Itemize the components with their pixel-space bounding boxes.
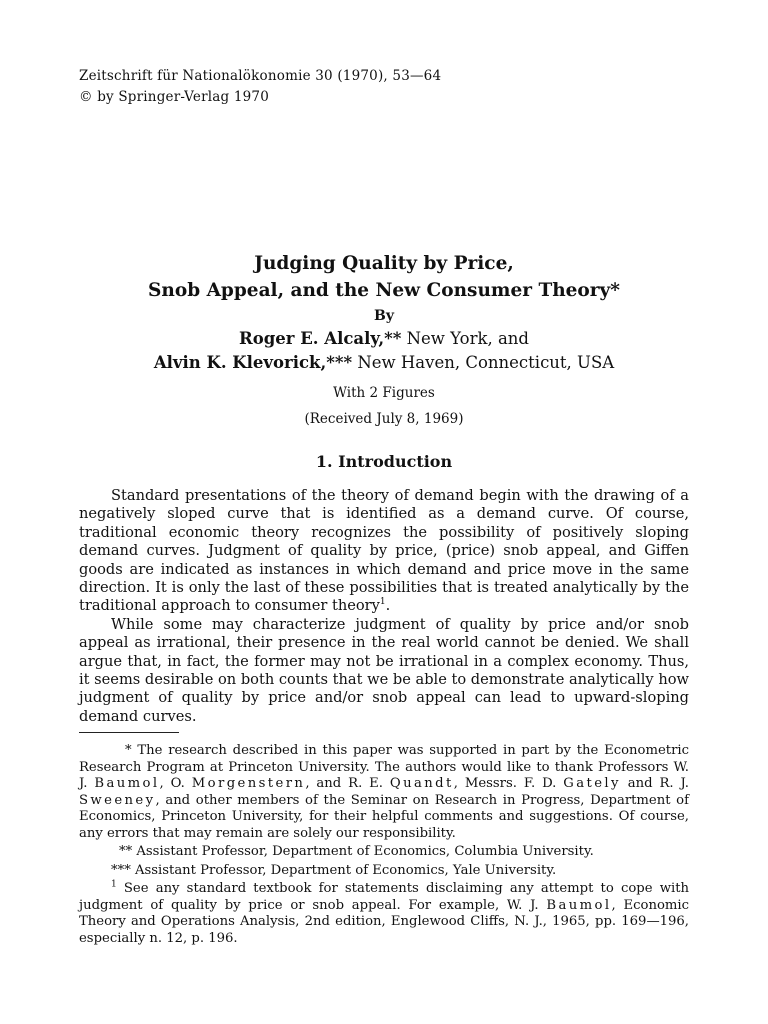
footnote-ref-1: 1 (379, 597, 386, 608)
author-2-name: Alvin K. Klevorick,*** (153, 353, 353, 372)
footnote-1-text-c: , and R. E. (305, 776, 390, 792)
footnote-1-text-f: , and other members of the Seminar on Research in Progress, Department of Economics, Princeton University, for their helpful comments and suggestions. Of course, any errors that may remain are solely our responsibility. (79, 792, 689, 841)
footnote-1 (79, 743, 689, 842)
footnote-4-text-a: See any standard textbook for statements disclaiming any attempt to cope with judgment of quality by price or snob appeal. For example, W. J. (79, 881, 689, 913)
footnote-1-text-d: , Messrs. F. D. (453, 776, 564, 792)
journal-citation: Zeitschrift für Nationalökonomie 30 (1970), 53—64 (79, 68, 442, 84)
footnote-1-morgenstern: Morgenstern (191, 776, 306, 792)
paper-title-line-1: Judging Quality by Price, (254, 253, 514, 274)
footnotes (79, 743, 689, 947)
footnote-1-gately: Gately (563, 776, 621, 792)
paragraph-2: While some may characterize judgment of quality by price and/or snob appeal as irrational, their presence in the real world cannot be denied. We shall argue that, in fact, the former may not be irrational in a complex economy. Thus, it seems desirable on both counts that we be able to demonstrate analytically how judgment of quality by price and/or snob appeal can lead to upward-sloping demand curves. (79, 615, 689, 725)
footnote-1-baumol: Baumol (94, 776, 160, 792)
footnote-4 (79, 881, 689, 947)
author-2 (79, 351, 689, 375)
figure-count: With 2 Figures (333, 385, 435, 401)
page (79, 66, 689, 949)
footnote-4-text-b: , Economic Theory and Operations Analysis, 2nd edition, Englewood Cliffs, N. J., 1965, pp. 169—196, especially n. 12, p. 196. (79, 897, 689, 946)
author-1 (79, 327, 689, 351)
footnote-2: ** Assistant Professor, Department of Economics, Columbia University. (119, 844, 594, 860)
section-heading: 1. Introduction (315, 452, 453, 471)
received-date: (Received July 8, 1969) (304, 411, 464, 427)
body-text (79, 487, 689, 726)
footnote-1-quandt: Quandt (389, 776, 454, 792)
paragraph-1-text: Standard presentations of the theory of demand begin with the drawing of a negatively sloped curve that is identified as a demand curve. Of course, traditional economic theory recognizes the possibility of positively sloping demand curves. Judgment of quality by price, (price) snob appeal, and Giffen goods are indicated as instances in which demand and price move in the same direction. It is only the last of these possibilities that is treated analytically by the traditional approach to consumer theory (79, 487, 689, 615)
journal-header (79, 66, 689, 108)
footnote-4-marker: 1 (111, 879, 117, 890)
footnote-1-text-b: , O. (159, 776, 192, 792)
author-1-location: New York, and (401, 329, 529, 348)
footnote-1-text-e: and R. J. (620, 776, 689, 792)
author-2-location: New Haven, Connecticut, USA (352, 353, 615, 372)
author-1-name: Roger E. Alcaly,** (239, 329, 402, 348)
paper-title-line-2: Snob Appeal, and the New Consumer Theory* (148, 280, 620, 301)
footnote-1-sweeney: Sweeney (79, 792, 156, 808)
by-label: By (374, 308, 394, 324)
footnote-1-text-a: * The research described in this paper was supported in part by the Econometric Research Program at Princeton University. The authors would like to thank Professors W. J. (79, 743, 689, 792)
title-block (79, 250, 689, 429)
footnote-3: *** Assistant Professor, Department of Economics, Yale University. (111, 862, 557, 878)
paragraph-1-end: . (385, 597, 391, 615)
copyright-line: © by Springer-Verlag 1970 (79, 89, 269, 105)
footnote-divider (79, 732, 179, 733)
paragraph-1 (79, 487, 689, 616)
footnote-4-baumol: Baumol (546, 897, 612, 913)
